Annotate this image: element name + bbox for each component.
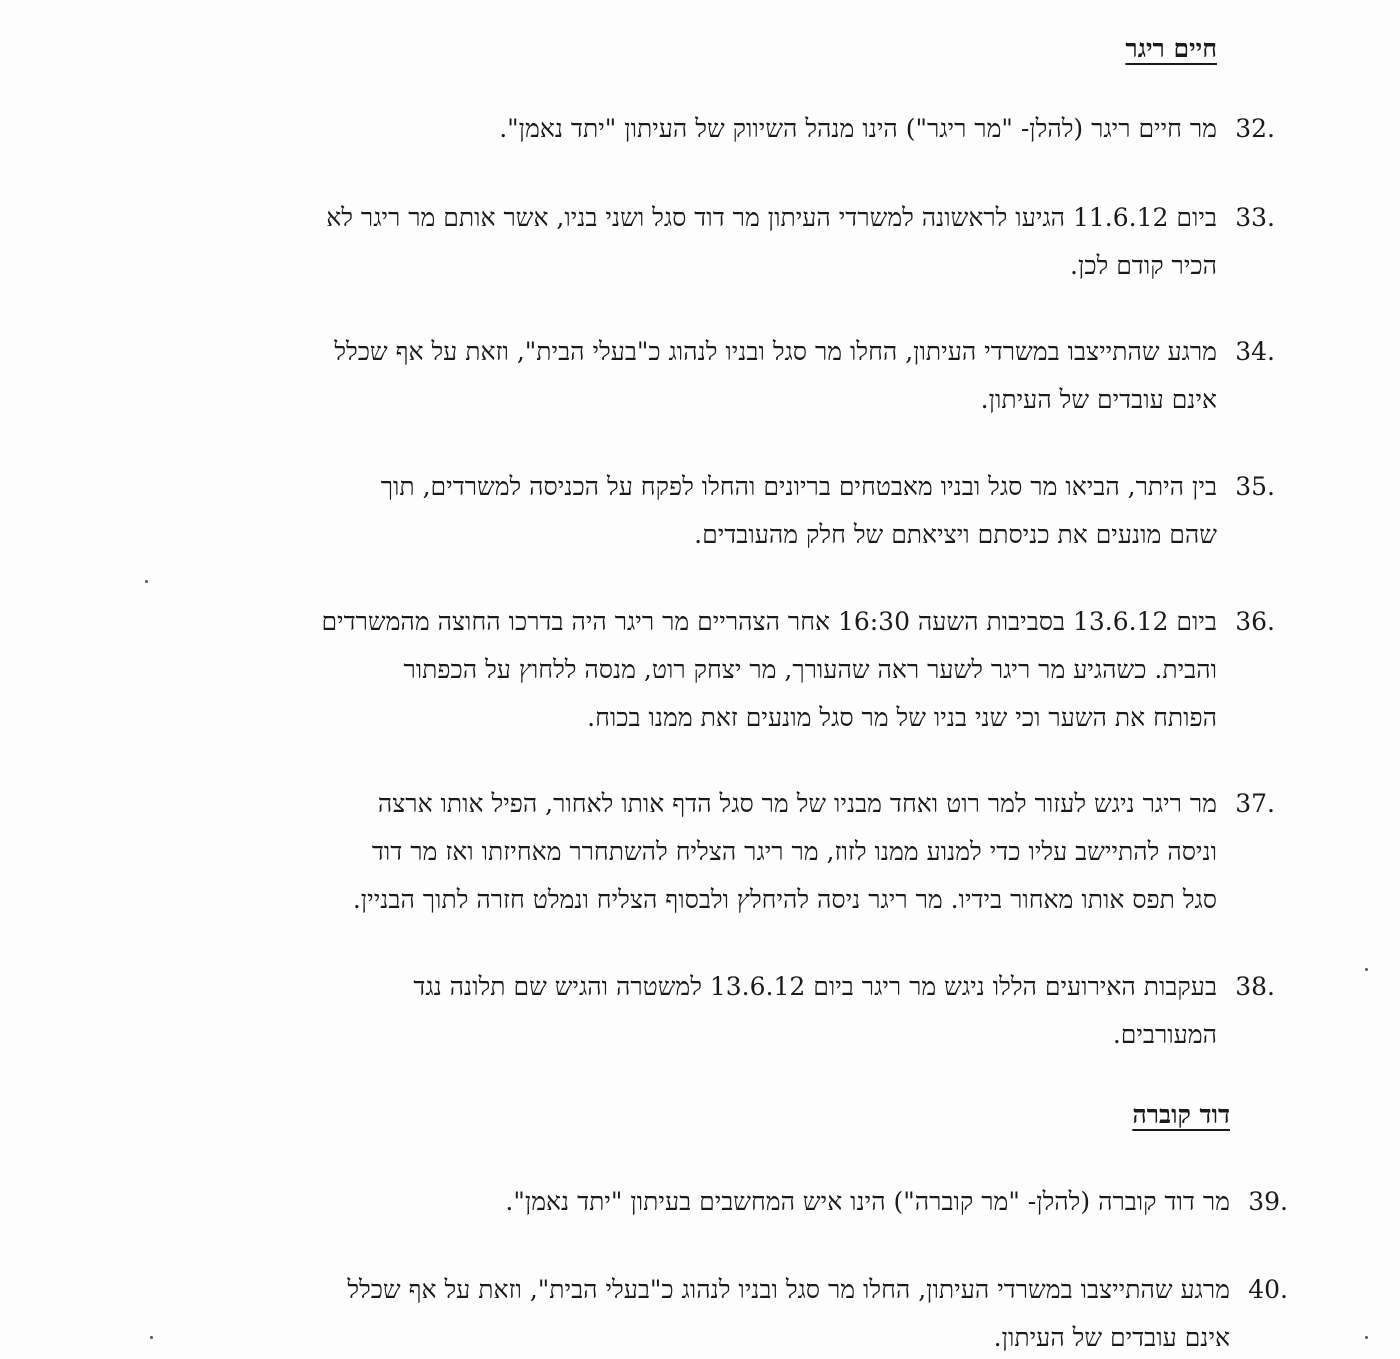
paragraph-line: בין היתר, הביאו מר סגל ובניו מאבטחים בריונים והחלו לפקח על הכניסה למשרדים, תוך — [380, 472, 1217, 501]
paragraph-40 — [170, 1266, 1288, 1359]
paragraph-line: מר דוד קוברה (להלן- "מר קוברה") הינו איש המחשבים בעיתון "יתד נאמן". — [505, 1187, 1230, 1216]
paragraph-line: המעורבים. — [1112, 1020, 1217, 1049]
paragraph-line: והבית. כשהגיע מר ריגר לשער ראה שהעורך, מר יצחק רוט, מנסה ללחוץ על הכפתור — [403, 655, 1217, 684]
paragraph-line: אינם עובדים של העיתון. — [993, 1323, 1230, 1352]
paragraph-line: מר חיים ריגר (להלן- "מר ריגר") הינו מנהל השיווק של העיתון "יתד נאמן". — [499, 114, 1217, 143]
paragraph-number: 32. — [1235, 114, 1275, 143]
paragraph-number: 36. — [1235, 607, 1275, 636]
scan-speck — [150, 1336, 153, 1339]
section-heading-chaim-rieger: חיים ריגר — [1125, 34, 1217, 63]
paragraph-number: 37. — [1235, 789, 1275, 818]
scan-speck — [1365, 1336, 1368, 1339]
paragraph-number: 40. — [1248, 1275, 1288, 1304]
paragraph-line: אינם עובדים של העיתון. — [980, 385, 1217, 414]
paragraph-line: שהם מונעים את כניסתם ויציאתם של חלק מהעובדים. — [694, 520, 1217, 549]
paragraph-number: 33. — [1235, 203, 1275, 232]
paragraph-line: ביום 11.6.12 הגיעו לראשונה למשרדי העיתון מר דוד סגל ושני בניו, אשר אותם מר ריגר לא — [326, 203, 1217, 232]
paragraph-36 — [167, 598, 1275, 742]
paragraph-line: הפותח את השער וכי שני בניו של מר סגל מונעים זאת ממנו בכוח. — [587, 703, 1217, 732]
scan-speck — [145, 580, 148, 583]
paragraph-number: 34. — [1235, 337, 1275, 366]
paragraph-line: סגל תפס אותו מאחור בידיו. מר ריגר ניסה להיחלץ ולבסוף הצליח ונמלט חזרה לתוך הבניין. — [352, 885, 1217, 914]
paragraph-line: וניסה להתיישב עליו כדי למנוע ממנו לזוז, מר ריגר הצליח להשתחרר מאחיזתו ואז מר דוד — [371, 837, 1217, 866]
paragraph-line: הכיר קודם לכן. — [1070, 251, 1217, 280]
paragraph-number: 39. — [1248, 1187, 1288, 1216]
paragraph-39 — [370, 1178, 1288, 1226]
paragraph-33 — [177, 194, 1275, 290]
paragraph-line: מרגע שהתייצבו במשרדי העיתון, החלו מר סגל ובניו לנהוג כ"בעלי הבית", וזאת על אף שכלל — [347, 1275, 1230, 1304]
paragraph-line: ביום 13.6.12 בסביבות השעה 16:30 אחר הצהריים מר ריגר היה בדרכו החוצה מהמשרדים — [321, 607, 1217, 636]
paragraph-38 — [167, 963, 1275, 1059]
paragraph-number: 38. — [1235, 972, 1275, 1001]
paragraph-number: 35. — [1235, 472, 1275, 501]
paragraph-32 — [357, 105, 1275, 153]
section-heading-david-kobra: דוד קוברה — [1132, 1100, 1230, 1129]
paragraph-line: בעקבות האירועים הללו ניגש מר ריגר ביום 13.6.12 למשטרה והגיש שם תלונה נגד — [413, 972, 1217, 1001]
paragraph-line: מרגע שהתייצבו במשרדי העיתון, החלו מר סגל ובניו לנהוג כ"בעלי הבית", וזאת על אף שכלל — [334, 337, 1217, 366]
paragraph-35 — [157, 463, 1275, 559]
paragraph-37 — [167, 780, 1275, 924]
paragraph-line: מר ריגר ניגש לעזור למר רוט ואחד מבניו של מר סגל הדף אותו לאחור, הפיל אותו ארצה — [377, 789, 1217, 818]
paragraph-34 — [157, 328, 1275, 424]
scan-speck — [1365, 968, 1368, 971]
